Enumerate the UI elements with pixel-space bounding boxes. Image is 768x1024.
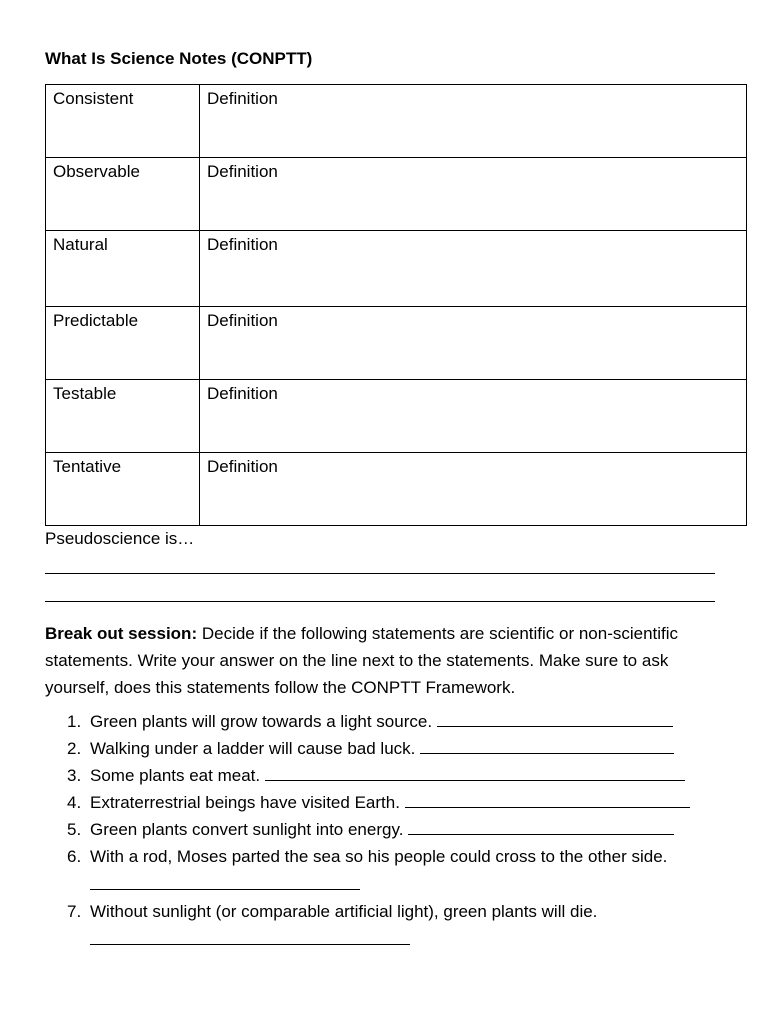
answer-blank[interactable] [90, 925, 410, 945]
conptt-table [45, 84, 747, 526]
term-cell: Natural [46, 231, 200, 307]
definition-cell[interactable]: Definition [200, 453, 747, 526]
answer-blank[interactable] [405, 791, 690, 808]
item-number: 4. [67, 793, 82, 812]
table-row [46, 158, 747, 231]
table-row [46, 231, 747, 307]
page-title: What Is Science Notes (CONPTT) [45, 49, 313, 68]
item-number: 2. [67, 739, 82, 758]
statement-text: Some plants eat meat. [90, 766, 261, 785]
statement-text: Green plants convert sunlight into energy. [90, 820, 404, 839]
statement-text: Walking under a ladder will cause bad luck. [90, 739, 416, 758]
table-row [46, 85, 747, 158]
answer-blank[interactable] [408, 818, 674, 835]
term-cell: Predictable [46, 307, 200, 380]
answer-line[interactable] [45, 573, 715, 574]
statement-text: Extraterrestrial beings have visited Earth. [90, 793, 400, 812]
answer-blank[interactable] [90, 870, 360, 890]
answer-line[interactable] [45, 601, 715, 602]
statement-text: Without sunlight (or comparable artificial light), green plants will die. [90, 902, 598, 921]
table-row [46, 453, 747, 526]
statement-text: Green plants will grow towards a light source. [90, 712, 433, 731]
pseudoscience-prompt: Pseudoscience is… [45, 529, 195, 548]
list-item [45, 708, 735, 735]
answer-blank[interactable] [420, 737, 674, 754]
list-item [45, 898, 735, 945]
breakout-heading: Break out session: [45, 624, 198, 643]
list-item [45, 843, 735, 890]
term-cell: Consistent [46, 85, 200, 158]
term-cell: Tentative [46, 453, 200, 526]
breakout-text: Decide if the following statements are scientific or non-scientific statements. Write your answer on the line next to the statements. Make sure to ask yourself, does this statements follow the CONPTT Framework. [45, 624, 679, 697]
statement-list [45, 708, 735, 953]
term-cell: Observable [46, 158, 200, 231]
definition-cell[interactable]: Definition [200, 380, 747, 453]
definition-cell[interactable]: Definition [200, 307, 747, 380]
table-row [46, 380, 747, 453]
list-item [45, 816, 735, 843]
definition-cell[interactable]: Definition [200, 85, 747, 158]
list-item [45, 762, 735, 789]
item-number: 5. [67, 820, 82, 839]
list-item [45, 735, 735, 762]
list-item [45, 789, 735, 816]
breakout-instructions [45, 620, 735, 701]
table-row [46, 307, 747, 380]
statement-text: With a rod, Moses parted the sea so his people could cross to the other side. [90, 847, 668, 866]
item-number: 6. [67, 847, 82, 866]
term-cell: Testable [46, 380, 200, 453]
item-number: 1. [67, 712, 82, 731]
item-number: 3. [67, 766, 82, 785]
definition-cell[interactable]: Definition [200, 158, 747, 231]
item-number: 7. [67, 902, 82, 921]
answer-blank[interactable] [265, 764, 685, 781]
definition-cell[interactable]: Definition [200, 231, 747, 307]
answer-blank[interactable] [437, 710, 673, 727]
